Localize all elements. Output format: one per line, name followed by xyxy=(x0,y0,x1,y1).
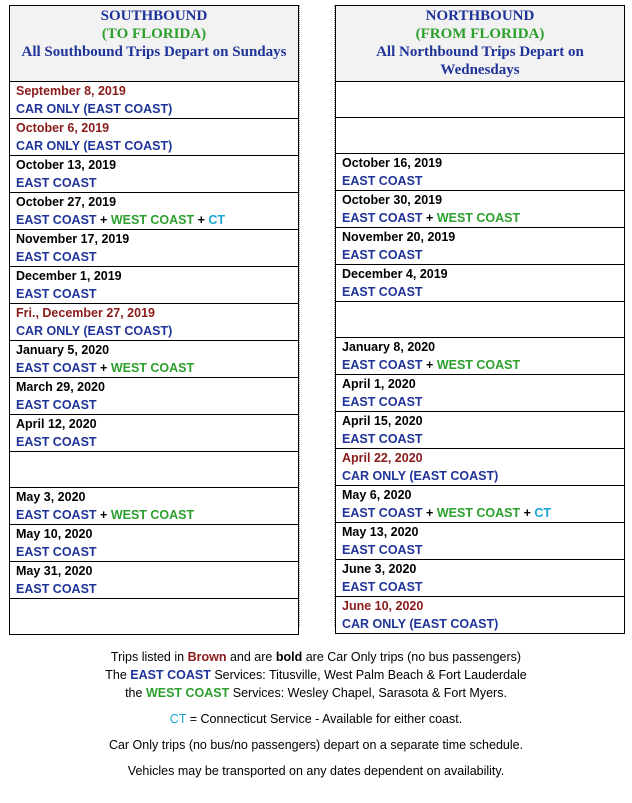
east-service-tag: EAST COAST xyxy=(342,358,423,372)
trip-cell xyxy=(10,562,299,599)
table-row xyxy=(10,82,299,119)
trip-cell xyxy=(10,230,299,267)
trip-date: May 13, 2020 xyxy=(342,525,419,539)
east-service-tag: EAST COAST xyxy=(16,508,97,522)
trip-cell xyxy=(336,486,625,523)
table-row xyxy=(336,375,625,412)
trip-date: November 17, 2019 xyxy=(16,232,130,246)
trip-date: October 27, 2019 xyxy=(16,195,117,209)
east-service-tag: EAST COAST xyxy=(342,248,423,262)
trip-services xyxy=(342,467,618,485)
northbound-departure-note: All Northbound Trips Depart on Wednesdays xyxy=(376,44,584,78)
trip-cell xyxy=(336,375,625,412)
trip-cell xyxy=(336,154,625,191)
table-row xyxy=(336,449,625,486)
trip-services xyxy=(16,580,292,598)
trip-cell xyxy=(10,304,299,341)
northbound-header xyxy=(336,6,625,82)
northbound-title: NORTHBOUND xyxy=(425,8,535,24)
empty-cell xyxy=(10,599,299,635)
car-only-note: CAR ONLY (EAST COAST) xyxy=(16,139,173,153)
table-row xyxy=(10,230,299,267)
car-only-note: CAR ONLY (EAST COAST) xyxy=(342,617,499,631)
trip-services xyxy=(342,393,618,411)
trip-cell xyxy=(10,119,299,156)
empty-cell xyxy=(336,302,625,338)
east-service-tag: EAST COAST xyxy=(16,435,97,449)
table-row xyxy=(336,191,625,228)
trip-cell xyxy=(10,156,299,193)
trip-services xyxy=(342,172,618,190)
trip-cell xyxy=(10,488,299,525)
trip-date: October 16, 2019 xyxy=(342,156,443,170)
west-coast-services: the WEST COAST Services: Wesley Chapel, Sarasota & Fort Myers. xyxy=(125,686,507,700)
trip-date: April 15, 2020 xyxy=(342,414,423,428)
trip-date: June 3, 2020 xyxy=(342,562,417,576)
trip-date: May 10, 2020 xyxy=(16,527,93,541)
car-only-note: CAR ONLY (EAST COAST) xyxy=(16,324,173,338)
trip-services xyxy=(16,396,292,414)
east-service-tag: EAST COAST xyxy=(342,174,423,188)
trip-cell xyxy=(10,267,299,304)
table-row xyxy=(336,412,625,449)
trip-cell xyxy=(336,597,625,634)
trip-services: EAST COAST + WEST COAST xyxy=(16,508,195,522)
southbound-title: SOUTHBOUND xyxy=(100,8,208,24)
west-service-tag: WEST COAST xyxy=(436,506,521,520)
column-divider xyxy=(299,5,335,627)
east-service-tag: EAST COAST xyxy=(16,582,97,596)
southbound-table xyxy=(9,5,299,635)
trip-services xyxy=(342,430,618,448)
table-row xyxy=(10,156,299,193)
trip-services xyxy=(16,100,292,118)
car-only-legend: Trips listed in Brown and are bold are Car Only trips (no bus passengers) xyxy=(110,650,522,664)
trip-date: April 22, 2020 xyxy=(342,451,423,465)
trip-date: April 1, 2020 xyxy=(342,377,416,391)
trip-date: December 1, 2019 xyxy=(16,269,122,283)
trip-cell xyxy=(10,378,299,415)
empty-cell xyxy=(10,452,299,488)
trip-date: April 12, 2020 xyxy=(16,417,97,431)
table-row xyxy=(10,378,299,415)
car-only-note: CAR ONLY (EAST COAST) xyxy=(342,469,499,483)
trip-date: May 3, 2020 xyxy=(16,490,86,504)
east-service-tag: EAST COAST xyxy=(16,398,97,412)
trip-date: November 20, 2019 xyxy=(342,230,456,244)
empty-cell xyxy=(336,118,625,154)
trip-cell xyxy=(336,191,625,228)
table-row xyxy=(336,560,625,597)
trip-cell xyxy=(10,525,299,562)
car-only-schedule-note: Car Only trips (no bus/no passengers) depart on a separate time schedule. xyxy=(108,738,524,752)
trip-date: January 8, 2020 xyxy=(342,340,436,354)
trip-date: January 5, 2020 xyxy=(16,343,110,357)
west-service-tag: WEST COAST xyxy=(110,213,195,227)
trip-date: Fri., December 27, 2019 xyxy=(16,306,155,320)
trip-date: September 8, 2019 xyxy=(16,84,126,98)
southbound-subtitle: (TO FLORIDA) xyxy=(101,26,207,42)
west-service-tag: WEST COAST xyxy=(110,508,195,522)
trip-services xyxy=(16,137,292,155)
table-row xyxy=(10,341,299,378)
southbound-header xyxy=(10,6,299,82)
east-service-tag: EAST COAST xyxy=(342,543,423,557)
trip-services xyxy=(342,541,618,559)
footer-notes xyxy=(0,648,632,780)
east-service-tag: EAST COAST xyxy=(16,545,97,559)
empty-cell xyxy=(336,82,625,118)
trip-date: December 4, 2019 xyxy=(342,267,448,281)
ct-service-tag: CT xyxy=(208,213,226,227)
table-row xyxy=(336,486,625,523)
trip-cell xyxy=(336,449,625,486)
table-row xyxy=(10,452,299,488)
east-service-tag: EAST COAST xyxy=(16,250,97,264)
east-service-tag: EAST COAST xyxy=(342,432,423,446)
trip-services: EAST COAST + WEST COAST + CT xyxy=(342,506,552,520)
trip-services xyxy=(16,248,292,266)
trip-services: EAST COAST + WEST COAST xyxy=(342,358,521,372)
table-row xyxy=(10,267,299,304)
table-row xyxy=(336,338,625,375)
table-row xyxy=(10,193,299,230)
trip-cell xyxy=(336,560,625,597)
trip-cell xyxy=(10,82,299,119)
trip-cell xyxy=(336,412,625,449)
east-service-tag: EAST COAST xyxy=(342,285,423,299)
east-service-tag: EAST COAST xyxy=(16,361,97,375)
trip-cell xyxy=(336,265,625,302)
car-only-note: CAR ONLY (EAST COAST) xyxy=(16,102,173,116)
table-row xyxy=(336,228,625,265)
trip-services xyxy=(16,433,292,451)
trip-cell xyxy=(10,341,299,378)
ct-service-note: CT = Connecticut Service - Available for either coast. xyxy=(169,712,463,726)
trip-cell xyxy=(10,193,299,230)
trip-cell xyxy=(10,415,299,452)
trip-date: May 31, 2020 xyxy=(16,564,93,578)
trip-cell xyxy=(336,228,625,265)
table-row xyxy=(336,523,625,560)
east-coast-services: The EAST COAST Services: Titusville, West Palm Beach & Fort Lauderdale xyxy=(105,668,527,682)
northbound-table xyxy=(335,5,625,634)
trip-date: October 6, 2019 xyxy=(16,121,110,135)
table-row xyxy=(10,415,299,452)
table-row xyxy=(10,599,299,635)
southbound-departure-note: All Southbound Trips Depart on Sundays xyxy=(21,44,287,60)
table-row xyxy=(10,304,299,341)
trip-date: March 29, 2020 xyxy=(16,380,105,394)
trip-services xyxy=(16,285,292,303)
west-service-tag: WEST COAST xyxy=(436,211,521,225)
table-row xyxy=(10,488,299,525)
northbound-subtitle: (FROM FLORIDA) xyxy=(415,26,545,42)
east-service-tag: EAST COAST xyxy=(16,213,97,227)
east-service-tag: EAST COAST xyxy=(16,287,97,301)
table-row xyxy=(336,597,625,634)
east-service-tag: EAST COAST xyxy=(342,395,423,409)
trip-cell xyxy=(336,338,625,375)
table-row xyxy=(10,562,299,599)
trip-date: May 6, 2020 xyxy=(342,488,412,502)
trip-services xyxy=(342,615,618,633)
trip-services xyxy=(342,578,618,596)
trip-date: October 13, 2019 xyxy=(16,158,117,172)
trip-services: EAST COAST + WEST COAST xyxy=(16,361,195,375)
table-row xyxy=(336,302,625,338)
trip-services xyxy=(16,174,292,192)
west-service-tag: WEST COAST xyxy=(436,358,521,372)
east-service-tag: EAST COAST xyxy=(342,580,423,594)
west-service-tag: WEST COAST xyxy=(110,361,195,375)
table-row xyxy=(10,525,299,562)
table-row xyxy=(10,119,299,156)
trip-services xyxy=(16,322,292,340)
trip-services: EAST COAST + WEST COAST + CT xyxy=(16,213,226,227)
east-service-tag: EAST COAST xyxy=(16,176,97,190)
table-row xyxy=(336,82,625,118)
ct-service-tag: CT xyxy=(534,506,552,520)
trip-services xyxy=(16,543,292,561)
table-row xyxy=(336,265,625,302)
availability-note: Vehicles may be transported on any dates dependent on availability. xyxy=(127,764,505,778)
east-service-tag: EAST COAST xyxy=(342,211,423,225)
trip-date: June 10, 2020 xyxy=(342,599,424,613)
trip-date: October 30, 2019 xyxy=(342,193,443,207)
trip-services: EAST COAST + WEST COAST xyxy=(342,211,521,225)
trip-services xyxy=(342,246,618,264)
table-row xyxy=(336,154,625,191)
trip-services xyxy=(342,283,618,301)
table-row xyxy=(336,118,625,154)
trip-cell xyxy=(336,523,625,560)
east-service-tag: EAST COAST xyxy=(342,506,423,520)
